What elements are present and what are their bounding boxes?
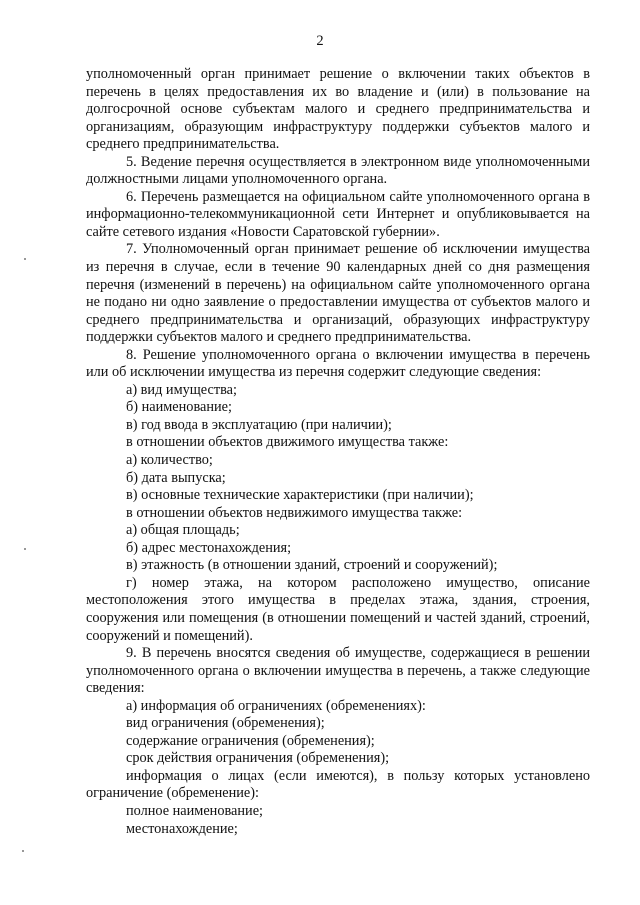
page-number: 2 [316,33,324,49]
list-item: а) количество; [126,452,213,469]
list-item: содержание ограничения (обременения); [126,732,375,749]
list-item: а) информация об ограничениях (обременениях): [126,697,426,714]
paragraph-9: 9. В перечень вносятся сведения об имуществе, содержащиеся в решении уполномоченного органа о включении имущества в перечень, а также следующие сведения: [86,645,590,697]
list-item: в отношении объектов движимого имущества также: [126,434,449,451]
list-item: б) дата выпуска; [126,469,226,486]
paragraph-6: 6. Перечень размещается на официальном сайте уполномоченного органа в информационно-телекоммуникационной сети Интернет и опубликовывается на сайте сетевого издания «Новости Саратовской губернии». [86,188,590,240]
list-item: вид ограничения (обременения); [126,715,325,732]
list-item: б) наименование; [126,399,232,416]
paragraph-continuation: уполномоченный орган принимает решение о включении таких объектов в перечень в целях предоставления их во владение и (или) в пользование на долгосрочной основе субъектам малого и среднего предпринимательства и организациям, образующим инфраструктуру поддержки субъектов малого и среднего предпринимательства. [86,66,590,153]
document-body [86,66,590,838]
paragraph-8-item-g: г) номер этажа, на котором расположено имущество, описание местоположения этого имущества в пределах этажа, здания, строения, сооружения или помещения (в отношении помещений и частей зданий, строений, сооружений и помещений). [86,574,590,644]
paragraph-9-persons: информация о лицах (если имеются), в пользу которых установлено ограничение (обременение): [86,767,590,802]
list-item: а) вид имущества; [126,381,237,398]
paragraph-5: 5. Ведение перечня осуществляется в электронном виде уполномоченными должностными лицами уполномоченного органа. [86,153,590,188]
list-item: срок действия ограничения (обременения); [126,750,390,767]
list-item: в) основные технические характеристики (при наличии); [126,487,474,504]
list-item: в) год ввода в эксплуатацию (при наличии); [126,416,392,433]
list-item: в) этажность (в отношении зданий, строений и сооружений); [126,557,498,574]
paragraph-7: 7. Уполномоченный орган принимает решение об исключении имущества из перечня в случае, если в течение 90 календарных дней со дня размещения перечня (изменений в перечень) на официальном сайте уполномоченного органа не подано ни одно заявление о предоставлении имущества от субъектов малого и среднего предпринимательства и организаций, образующих инфраструктуру поддержки субъектов малого и среднего предпринимательства. [86,241,590,346]
list-item: в отношении объектов недвижимого имущества также: [126,504,463,521]
list-item: а) общая площадь; [126,522,240,539]
scan-speck [24,258,26,260]
list-item: местонахождение; [126,820,238,837]
list-item: полное наименование; [126,802,264,819]
scan-speck [22,850,24,852]
paragraph-8: 8. Решение уполномоченного органа о включении имущества в перечень или об исключении имущества из перечня содержит следующие сведения: [86,346,590,381]
scan-speck [24,548,26,550]
list-item: б) адрес местонахождения; [126,539,292,556]
